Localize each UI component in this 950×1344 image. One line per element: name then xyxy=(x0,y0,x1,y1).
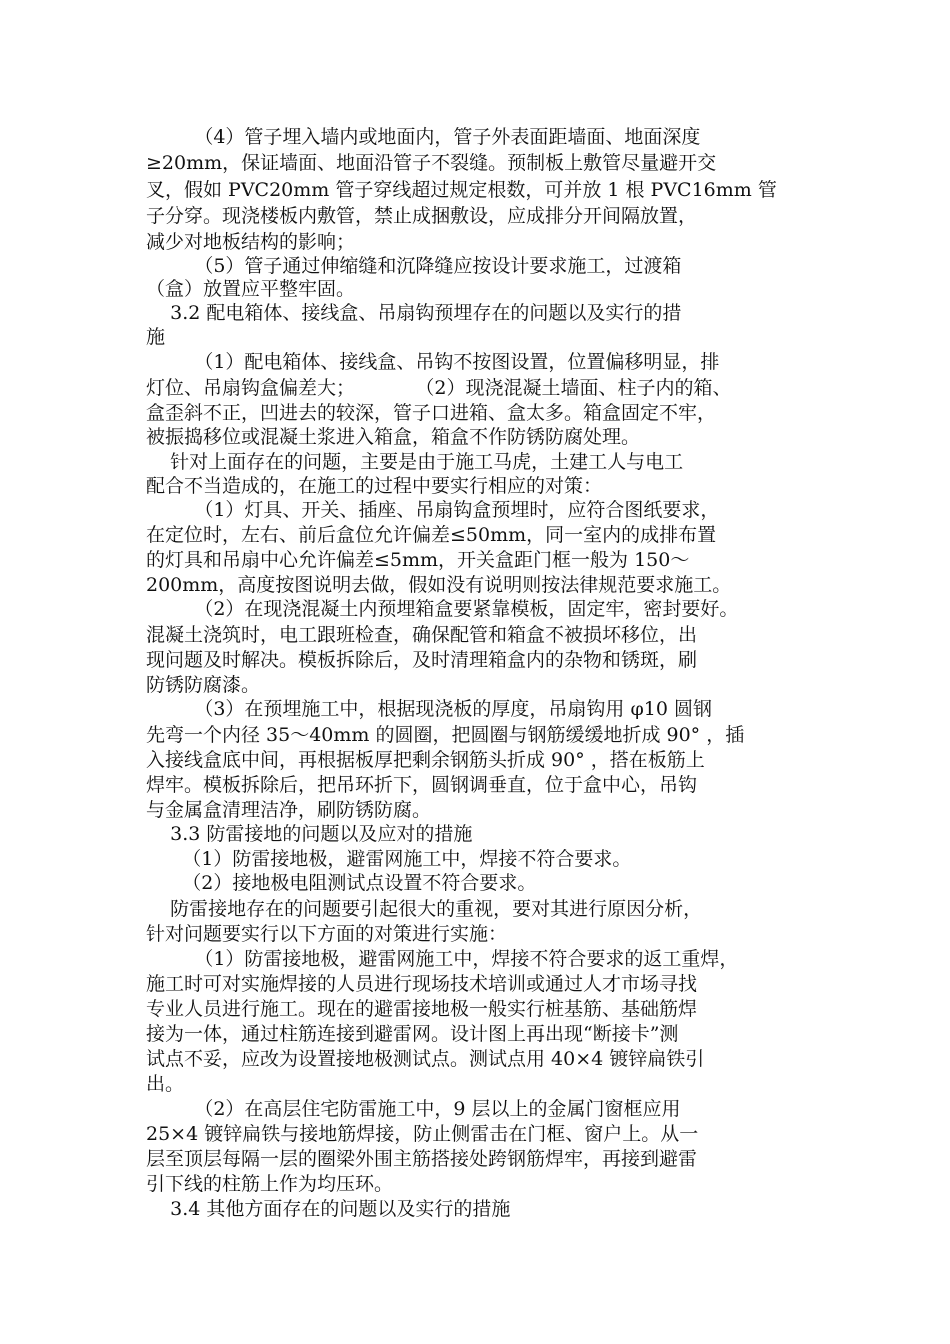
text-line: 配合不当造成的，在施工的过程中要实行相应的对策： xyxy=(146,475,603,497)
text-line: （1）配电箱体、接线盒、吊钩不按图设置，位置偏移明显，排 xyxy=(146,351,720,373)
text-line: 入接线盒底中间，再根据板厚把剩余钢筋头折成 90° ，搭在板筋上 xyxy=(146,749,705,771)
text-line: 焊牢。模板拆除后，把吊环折下，圆钢调垂直，位于盒中心，吊钩 xyxy=(146,774,698,796)
text-line: 叉，假如 PVC20mm 管子穿线超过规定根数，可并放 1 根 PVC16mm 管 xyxy=(146,179,777,201)
section-heading: 3.4 其他方面存在的问题以及实行的措施 xyxy=(146,1198,511,1220)
text-line: （1）防雷接地极，避雷网施工中，焊接不符合要求的返工重焊， xyxy=(146,948,739,970)
text-line: （盒）放置应平整牢固。 xyxy=(146,278,356,300)
text-line: 针对上面存在的问题，主要是由于施工马虎，土建工人与电工 xyxy=(146,451,684,473)
text-line: ≥20mm，保证墙面、地面沿管子不裂缝。预制板上敷管尽量避开交 xyxy=(146,152,717,174)
section-heading: 施 xyxy=(146,326,166,348)
text-line: （2）接地极电阻测试点设置不符合要求。 xyxy=(146,872,537,894)
text-line: 出。 xyxy=(146,1073,185,1095)
text-line: 盒歪斜不正，凹进去的较深，管子口进箱、盒太多。箱盒固定不牢， xyxy=(146,402,717,424)
text-line: （5）管子通过伸缩缝和沉降缝应按设计要求施工，过渡箱 xyxy=(146,255,682,277)
text-line: （1）防雷接地极，避雷网施工中，焊接不符合要求。 xyxy=(146,848,632,870)
text-line: 的灯具和吊扇中心允许偏差≤5mm，开关盒距门框一般为 150～ xyxy=(146,549,690,571)
text-line: 在定位时，左右、前后盒位允许偏差≤50mm，同一室内的成排布置 xyxy=(146,524,717,546)
text-line: 灯位、吊扇钩盒偏差大； （2）现浇混凝土墙面、柱子内的箱、 xyxy=(146,377,732,399)
text-line: 减少对地板结构的影响； xyxy=(146,231,356,253)
text-line: 子分穿。现浇楼板内敷管，禁止成捆敷设，应成排分开间隔放置， xyxy=(146,205,698,227)
text-line: 试点不妥，应改为设置接地极测试点。测试点用 40×4 镀锌扁铁引 xyxy=(146,1048,705,1070)
text-line: 针对问题要实行以下方面的对策进行实施： xyxy=(146,923,508,945)
text-line: （1）灯具、开关、插座、吊扇钩盒预埋时，应符合图纸要求， xyxy=(146,499,720,521)
text-line: 防雷接地存在的问题要引起很大的重视，要对其进行原因分析， xyxy=(146,898,703,920)
text-line: （2）在高层住宅防雷施工中，9 层以上的金属门窗框应用 xyxy=(146,1098,681,1120)
text-line: 混凝土浇筑时，电工跟班检查，确保配管和箱盒不被损坏移位，出 xyxy=(146,624,698,646)
text-line: 200mm，高度按图说明去做，假如没有说明则按法律规范要求施工。 xyxy=(146,574,732,596)
text-line: 25×4 镀锌扁铁与接地筋焊接，防止侧雷击在门框、窗户上。从一 xyxy=(146,1123,699,1145)
text-line: 现问题及时解决。模板拆除后，及时清理箱盒内的杂物和锈斑，刷 xyxy=(146,649,698,671)
text-line: 与金属盒清理洁净，刷防锈防腐。 xyxy=(146,799,432,821)
text-line: 被振捣移位或混凝土浆进入箱盒，箱盒不作防锈防腐处理。 xyxy=(146,426,641,448)
text-line: （2）在现浇混凝土内预埋箱盒要紧靠模板，固定牢，密封要好。 xyxy=(146,598,739,620)
text-line: 引下线的柱筋上作为均压环。 xyxy=(146,1173,394,1195)
text-line: （4）管子埋入墙内或地面内，管子外表面距墙面、地面深度 xyxy=(146,126,701,148)
text-line: 先弯一个内径 35～40mm 的圆圈，把圆圈与钢筋缓缓地折成 90° ，插 xyxy=(146,724,745,746)
text-line: （3）在预埋施工中，根据现浇板的厚度，吊扇钩用 φ10 圆钢 xyxy=(146,698,712,720)
section-heading: 3.2 配电箱体、接线盒、吊扇钩预埋存在的问题以及实行的措 xyxy=(146,302,682,324)
text-line: 防锈防腐漆。 xyxy=(146,674,261,696)
text-line: 施工时可对实施焊接的人员进行现场技术培训或通过人才市场寻找 xyxy=(146,973,698,995)
section-heading: 3.3 防雷接地的问题以及应对的措施 xyxy=(146,823,473,845)
text-line: 层至顶层每隔一层的圈梁外围主筋搭接处跨钢筋焊牢，再接到避雷 xyxy=(146,1148,698,1170)
text-line: 接为一体，通过柱筋连接到避雷网。设计图上再出现“断接卡”测 xyxy=(146,1023,679,1045)
text-line: 专业人员进行施工。现在的避雷接地极一般实行桩基筋、基础筋焊 xyxy=(146,998,698,1020)
